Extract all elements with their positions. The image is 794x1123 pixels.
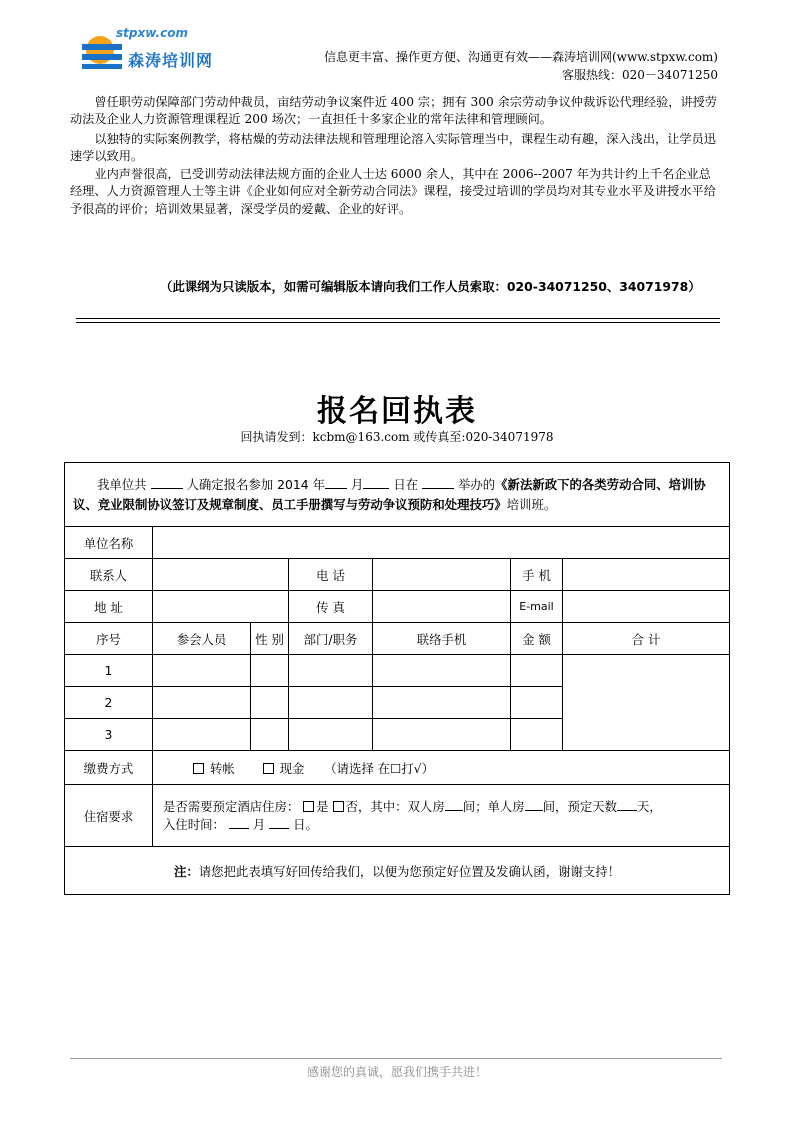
contact-mobile-header: 联络手机 — [373, 623, 511, 655]
lodging-label: 住宿要求 — [65, 785, 153, 847]
gender-header: 性 别 — [251, 623, 289, 655]
unit-field[interactable] — [153, 527, 730, 559]
unit-label: 单位名称 — [65, 527, 153, 559]
attendee-count-blank[interactable] — [151, 476, 183, 489]
registration-form-table — [64, 462, 730, 895]
bio-paragraph-1: 曾任职劳动保障部门劳动仲裁员，亩结劳动争议案件近 400 宗；拥有 300 余宗劳动争议仲裁诉讼代理经验，讲授劳动法及企业人力资源管理课程近 200 场次；一直担任十多家企业的常年法律和管理顾问。 — [70, 95, 718, 127]
bio-paragraph-3: 业内声誉很高，已受训劳动法律法规方面的企业人士达 6000 余人，其中在 2006--2007 年为共计约上千名企业总经理、人力资源管理人士等主讲《企业如何应对全新劳动合同法》课程，接受过培训的学员均对其专业水平及讲授水平给予很高的评价；培训效果显著，深受学员的爱戴、企业的好评。 — [70, 167, 716, 216]
email-field[interactable] — [563, 591, 730, 623]
logo-bar-shape — [82, 64, 122, 69]
lodging-yes-label: 是 — [316, 798, 329, 814]
checkin-day-blank[interactable] — [269, 816, 289, 829]
note-text: 请您把此表填写好回传给我们，以便为您预定好位置及发确认函，谢谢支持！ — [198, 863, 621, 879]
gender-cell[interactable] — [251, 719, 289, 751]
intro-text-d: 日在 — [393, 476, 419, 492]
bio-paragraph-2: 以独特的实际案例教学，将枯燥的劳动法律法规和管理理论溶入实际管理当中，课程生动有趣，深入浅出，让学员迅速学以致用。 — [70, 132, 716, 164]
mobile-label: 手 机 — [511, 559, 563, 591]
header-hotline: 客服热线：020－34071250 — [562, 68, 718, 82]
transfer-checkbox[interactable] — [193, 763, 204, 774]
course-title: 《新法新政下的各类劳动合同、培训协议、竞业限制协议签订及规章制度、员工手册撰写与劳动争议预防和处理技巧》 — [73, 476, 706, 512]
attendee-header: 参会人员 — [153, 623, 251, 655]
attendee-name-cell[interactable] — [153, 687, 251, 719]
checkin-month-blank[interactable] — [229, 816, 249, 829]
amount-cell[interactable] — [511, 719, 563, 751]
checkin-day: 日。 — [293, 816, 318, 832]
logo-bar-shape — [82, 44, 122, 50]
email-label: E-mail — [511, 591, 563, 623]
row-number: 1 — [65, 655, 153, 687]
logo-bar-shape — [82, 54, 122, 60]
contact-label: 联系人 — [65, 559, 153, 591]
cash-checkbox[interactable] — [263, 763, 274, 774]
dept-header: 部门/职务 — [289, 623, 373, 655]
amount-cell[interactable] — [511, 655, 563, 687]
contact-mobile-cell[interactable] — [373, 655, 511, 687]
logo-name-text: 森涛培训网 — [128, 51, 214, 70]
payment-hint: （请选择 在☐打√） — [324, 760, 434, 776]
dept-cell[interactable] — [289, 655, 373, 687]
payment-options — [153, 751, 730, 785]
logo-url-text: stpxw.com — [116, 26, 188, 40]
phone-field[interactable] — [373, 559, 511, 591]
attendee-name-cell[interactable] — [153, 655, 251, 687]
double-room-blank[interactable] — [445, 798, 463, 811]
lodging-unit-1: 间；单人房 — [462, 798, 525, 814]
lodging-yes-checkbox[interactable] — [303, 801, 314, 812]
intro-text-c: 月 — [350, 476, 364, 492]
footer-text: 感谢您的真诚，愿我们携手共进！ — [306, 1065, 487, 1079]
no-header: 序号 — [65, 623, 153, 655]
intro-text-a: 我单位共 — [97, 476, 147, 492]
row-number: 2 — [65, 687, 153, 719]
cash-label: 现金 — [279, 760, 305, 776]
lodging-unit-3: 天， — [637, 798, 662, 814]
day-blank[interactable] — [363, 476, 389, 489]
intro-text-e: 举办的 — [458, 476, 496, 492]
lodging-options — [153, 785, 730, 847]
mobile-field[interactable] — [563, 559, 730, 591]
transfer-label: 转帐 — [209, 760, 235, 776]
fax-field[interactable] — [373, 591, 511, 623]
readonly-notice: （此课纲为只读版本，如需可编辑版本请向我们工作人员索取：020-34071250、34071978） — [160, 279, 701, 294]
dept-cell[interactable] — [289, 687, 373, 719]
contact-field[interactable] — [153, 559, 289, 591]
intro-text-f: 培训班。 — [506, 496, 557, 512]
amount-cell[interactable] — [511, 687, 563, 719]
phone-label: 电 话 — [289, 559, 373, 591]
gender-cell[interactable] — [251, 687, 289, 719]
form-intro — [65, 463, 730, 527]
checkin-label: 入住时间： — [163, 816, 225, 832]
address-label: 地 址 — [65, 591, 153, 623]
address-field[interactable] — [153, 591, 289, 623]
contact-mobile-cell[interactable] — [373, 687, 511, 719]
footer-divider — [70, 1058, 722, 1059]
fax-label: 传 真 — [289, 591, 373, 623]
checkin-month: 月 — [252, 816, 266, 832]
dept-cell[interactable] — [289, 719, 373, 751]
total-cell[interactable] — [563, 655, 730, 751]
single-room-blank[interactable] — [525, 798, 543, 811]
days-blank[interactable] — [617, 798, 637, 811]
form-note — [65, 847, 730, 895]
form-subtitle: 回执请发到：kcbm@163.com 或传真至:020-34071978 — [240, 430, 554, 444]
contact-mobile-cell[interactable] — [373, 719, 511, 751]
row-number: 3 — [65, 719, 153, 751]
lodging-no-checkbox[interactable] — [333, 801, 344, 812]
lodging-question: 是否需要预定酒店住房： — [163, 798, 300, 814]
amount-header: 金 额 — [511, 623, 563, 655]
lodging-no-label: 否，其中：双人房 — [345, 798, 445, 814]
note-label: 注： — [173, 863, 199, 879]
gender-cell[interactable] — [251, 655, 289, 687]
intro-text-b: 人确定报名参加 2014 年 — [186, 476, 326, 492]
month-blank[interactable] — [325, 476, 347, 489]
payment-label: 缴费方式 — [65, 751, 153, 785]
header-tagline: 信息更丰富、操作更方便、沟通更有效——森涛培训网(www.stpxw.com) — [324, 50, 718, 64]
total-header: 合 计 — [563, 623, 730, 655]
form-title: 报名回执表 — [317, 394, 477, 429]
lodging-unit-2: 间，预定天数 — [542, 798, 618, 814]
double-divider — [76, 318, 720, 323]
attendee-name-cell[interactable] — [153, 719, 251, 751]
city-blank[interactable] — [422, 476, 454, 489]
